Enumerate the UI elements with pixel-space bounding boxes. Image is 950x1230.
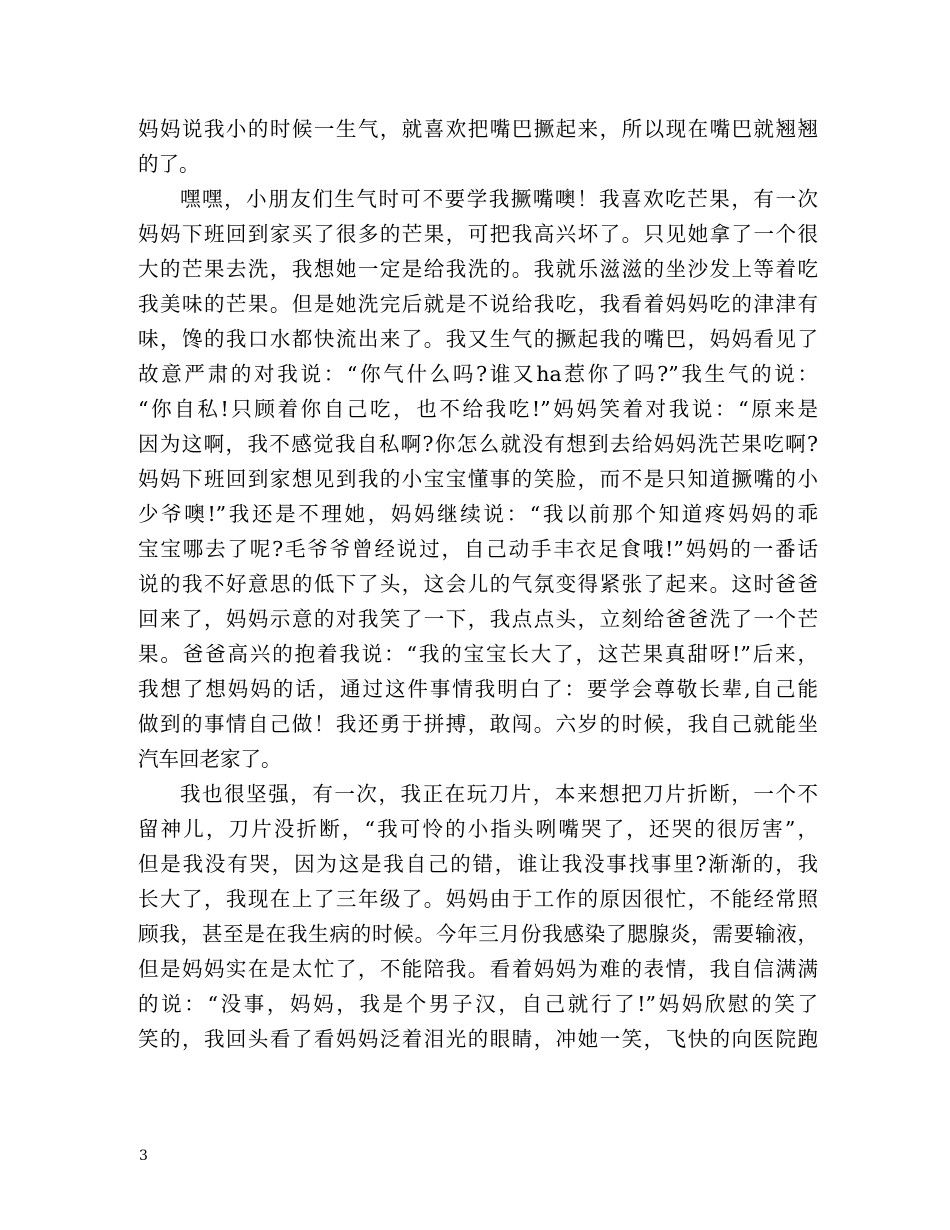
text-line: 长大了，我现在上了三年级了。妈妈由于工作的原因很忙，不能经常照 [138, 887, 818, 911]
text-line: 的了。 [138, 152, 200, 176]
text-line: 味，馋的我口水都快流出来了。我又生气的撅起我的嘴巴，妈妈看见了 [138, 327, 818, 351]
text-line: 少爷噢!”我还是不理她，妈妈继续说：“我以前那个知道疼妈妈的乖 [138, 502, 818, 526]
text-line: 我美味的芒果。但是她洗完后就是不说给我吃，我看着妈妈吃的津津有 [138, 292, 818, 316]
paragraph-start-line: 我也很坚强，有一次，我正在玩刀片，本来想把刀片折断，一个不 [180, 782, 818, 806]
text-line: 汽车回老家了。 [138, 747, 282, 771]
text-line: 留神儿，刀片没折断，“我可怜的小指头咧嘴哭了，还哭的很厉害”， [138, 817, 818, 841]
page-number: 3 [139, 1148, 148, 1164]
text-line: 笑的，我回头看了看妈妈泛着泪光的眼睛，冲她一笑，飞快的向医院跑 [138, 1027, 818, 1051]
body-text [138, 112, 818, 1057]
text-line: 的说：“没事，妈妈，我是个男子汉，自己就行了!”妈妈欣慰的笑了 [138, 992, 818, 1016]
text-line: 我想了想妈妈的话，通过这件事情我明白了：要学会尊敬长辈,自己能 [138, 677, 818, 701]
text-line: 但是我没有哭，因为这是我自己的错，谁让我没事找事里?渐渐的，我 [138, 852, 818, 876]
text-line: 因为这啊，我不感觉我自私啊?你怎么就没有想到去给妈妈洗芒果吃啊? [138, 432, 818, 456]
text-line: 妈妈下班回到家想见到我的小宝宝懂事的笑脸，而不是只知道撅嘴的小 [138, 467, 818, 491]
text-line: 但是妈妈实在是太忙了，不能陪我。看着妈妈为难的表情，我自信满满 [138, 957, 818, 981]
text-line: 果。爸爸高兴的抱着我说：“我的宝宝长大了，这芒果真甜呀!”后来， [138, 642, 818, 666]
text-line: 故意严肃的对我说：“你气什么吗?谁又ha惹你了吗?”我生气的说： [138, 362, 818, 386]
paragraph-start-line: 嘿嘿，小朋友们生气时可不要学我撅嘴噢！我喜欢吃芒果，有一次 [180, 187, 818, 211]
text-line: 妈妈下班回到家买了很多的芒果，可把我高兴坏了。只见她拿了一个很 [138, 222, 818, 246]
text-line: 做到的事情自己做！我还勇于拼搏，敢闯。六岁的时候，我自己就能坐 [138, 712, 818, 736]
text-line: 顾我，甚至是在我生病的时候。今年三月份我感染了腮腺炎，需要输液， [138, 922, 818, 946]
text-line: 大的芒果去洗，我想她一定是给我洗的。我就乐滋滋的坐沙发上等着吃 [138, 257, 818, 281]
text-line: 宝宝哪去了呢?毛爷爷曾经说过，自己动手丰衣足食哦!”妈妈的一番话 [138, 537, 818, 561]
text-line: 妈妈说我小的时候一生气，就喜欢把嘴巴撅起来，所以现在嘴巴就翘翘 [138, 117, 818, 141]
text-line: 说的我不好意思的低下了头，这会儿的气氛变得紧张了起来。这时爸爸 [138, 572, 818, 596]
text-line: 回来了，妈妈示意的对我笑了一下，我点点头，立刻给爸爸洗了一个芒 [138, 607, 818, 631]
text-line: “你自私!只顾着你自己吃，也不给我吃!”妈妈笑着对我说：“原来是 [138, 397, 818, 421]
